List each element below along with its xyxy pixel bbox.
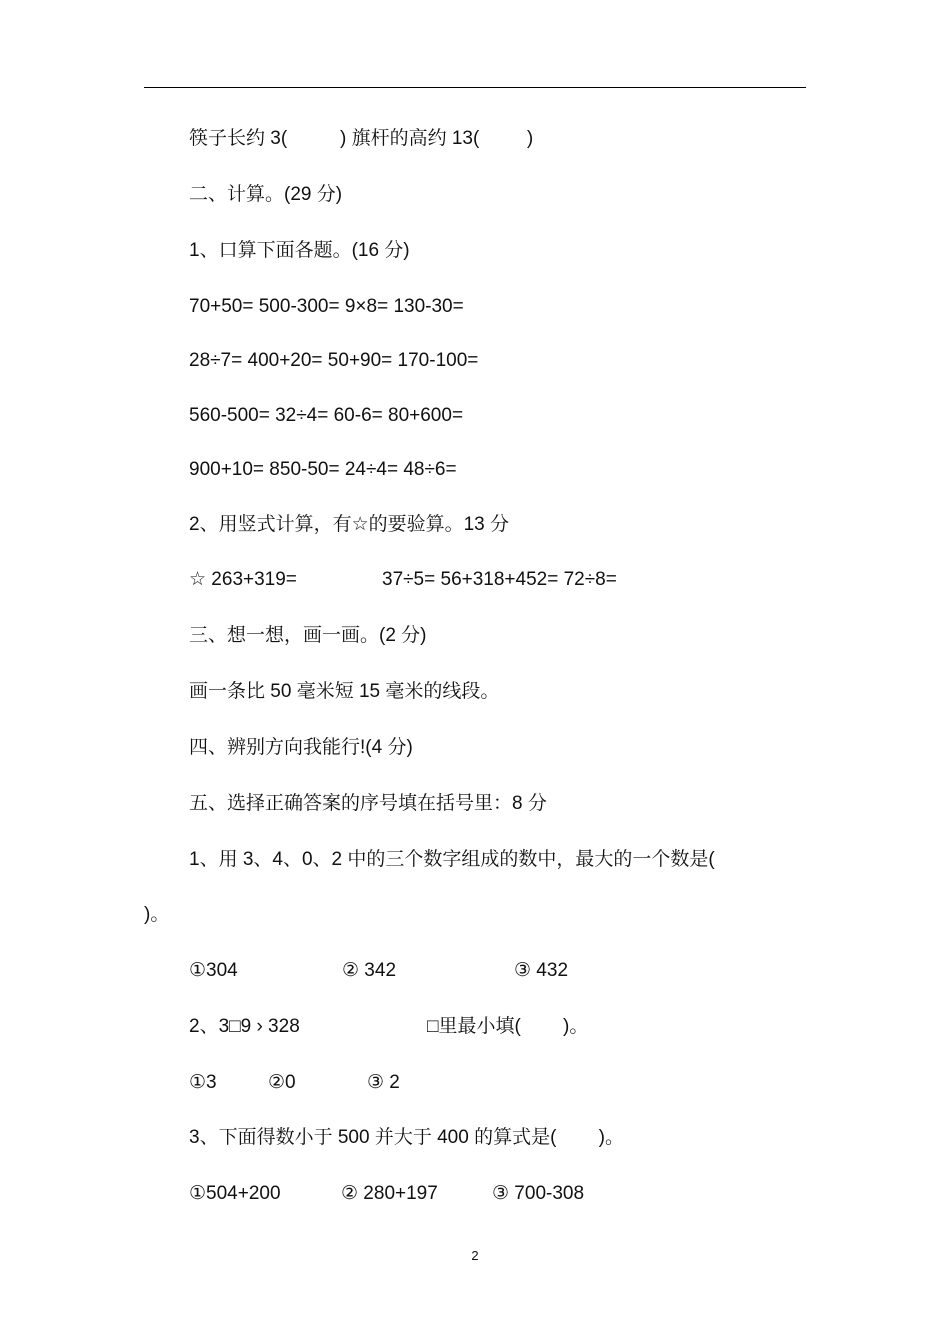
choice-question-3: 3、下面得数小于 500 并大于 400 的算式是( )。 [189, 1127, 624, 1148]
section-heading-4: 四、辨别方向我能行!(4 分) [189, 737, 413, 758]
measure-fill-line: 筷子长约 3( ) 旗杆的高约 13( ) [189, 128, 534, 149]
q1-option-1: ①304 [189, 960, 238, 981]
mental-math-row-4: 900+10= 850-50= 24÷4= 48÷6= [189, 459, 457, 480]
section-heading-3: 三、想一想，画一画。(2 分) [189, 625, 427, 646]
question-2-1: 1、口算下面各题。(16 分) [189, 240, 410, 261]
q2-option-3: ③ 2 [367, 1072, 400, 1093]
q1-option-2: ② 342 [342, 960, 397, 981]
mental-math-row-3: 560-500= 32÷4= 60-6= 80+600= [189, 405, 464, 426]
question-2-2: 2、用竖式计算，有☆的要验算。13 分 [189, 514, 510, 535]
choice-question-2: 2、3□9 › 328 [189, 1016, 300, 1037]
draw-line-task: 画一条比 50 毫米短 15 毫米的线段。 [189, 681, 500, 702]
page-number: 2 [471, 1248, 479, 1263]
mental-math-row-2: 28÷7= 400+20= 50+90= 170-100= [189, 350, 479, 371]
q2-option-2: ②0 [268, 1072, 296, 1093]
q3-option-1: ①504+200 [189, 1183, 281, 1204]
choice-question-1: 1、用 3、4、0、2 中的三个数字组成的数中，最大的一个数是( [189, 849, 715, 870]
header-rule [144, 87, 806, 88]
choice-question-1-cont: )。 [144, 904, 170, 925]
section-heading-5: 五、选择正确答案的序号填在括号里：8 分 [189, 793, 547, 814]
q2-option-1: ①3 [189, 1072, 217, 1093]
mental-math-row-1: 70+50= 500-300= 9×8= 130-30= [189, 296, 464, 317]
q3-option-2: ② 280+197 [341, 1183, 438, 1204]
q3-option-3: ③ 700-308 [492, 1183, 585, 1204]
vertical-calc-first: ☆ 263+319= [189, 569, 297, 590]
vertical-calc-rest: 37÷5= 56+318+452= 72÷8= [382, 569, 617, 590]
choice-question-2-blank: □里最小填( )。 [427, 1016, 589, 1037]
section-heading-2: 二、计算。(29 分) [189, 184, 343, 205]
q1-option-3: ③ 432 [514, 960, 569, 981]
